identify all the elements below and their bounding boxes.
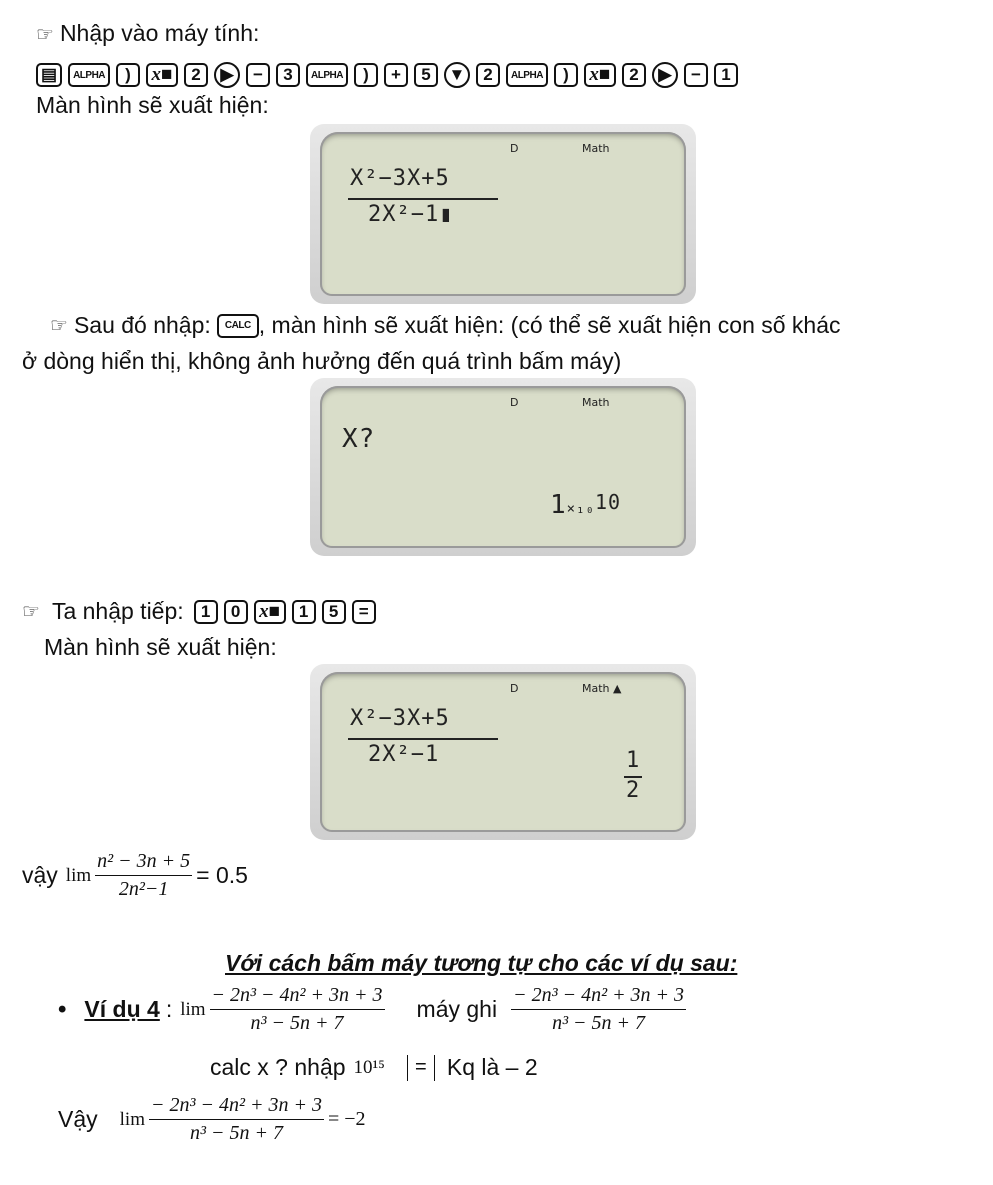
calc-key: ALPHA [306,63,348,87]
conclusion-4 [58,1094,366,1145]
lcd-display [320,386,686,548]
result-numerator: 1 [626,748,641,773]
calc-key: 2 [184,63,208,87]
lcd-denominator: 2X²−1 [368,742,440,767]
section-heading: Với cách bấm máy tương tự cho các ví dụ sau: [225,950,738,976]
example-colon: : [165,996,173,1022]
fraction-denominator: n³ − 5n + 7 [250,1012,344,1034]
calc-key: − [246,63,270,87]
calc-line [210,1054,538,1081]
conclusion-1 [22,850,248,901]
fraction-bar [348,198,498,200]
lcd-denominator: 2X²−1▮ [368,202,454,227]
calc-key: ALPHA [68,63,110,87]
calc-line-post: Kq là – 2 [446,1054,538,1080]
key-sequence-3 [194,600,376,624]
step1-line [36,20,259,47]
calc-key: ▶ [652,62,678,88]
lcd-numerator: X²−3X+5 [350,706,450,731]
calc-key: x■ [254,600,286,624]
fraction-numerator: n² − 3n + 5 [95,850,192,876]
lcd-display [320,132,686,296]
conclusion-result: = 0.5 [196,862,248,888]
calc-key: ) [116,63,140,87]
hand-pointing-icon: ☞ [50,315,68,337]
vay-label: Vậy [58,1106,98,1132]
machine-fraction [511,984,686,1035]
calculator-screen-1 [310,124,696,304]
fraction-denominator: 2n²−1 [118,878,169,900]
fraction-numerator: − 2n³ − 4n² + 3n + 3 [149,1094,324,1120]
screen-intro-3: Màn hình sẽ xuất hiện: [44,634,277,660]
fraction-denominator: n³ − 5n + 7 [552,1012,646,1034]
d-indicator: D [510,682,519,695]
calc-key: x■ [584,63,616,87]
math-indicator: Math ▲ [582,682,622,695]
calc-key: CALC [217,314,259,338]
hand-pointing-icon: ☞ [22,601,40,623]
fraction-numerator: − 2n³ − 4n² + 3n + 3 [210,984,385,1010]
step1-text: Nhập vào máy tính: [59,20,260,46]
step3-text: Ta nhập tiếp: [51,598,184,624]
calc-key: ▼ [444,62,470,88]
limit-fraction [210,984,385,1035]
value-times: ×₁₀ [566,501,595,517]
calc-key: 5 [322,600,346,624]
calc-key: 1 [292,600,316,624]
calc-key: 0 [224,600,248,624]
calc-key: − [684,63,708,87]
conclusion-prefix: vậy [22,862,58,888]
calc-key: ALPHA [506,63,548,87]
math-indicator: Math [582,396,610,409]
calc-key: + [384,63,408,87]
value-exp: 10 [594,490,622,514]
calc-key: 5 [414,63,438,87]
calc-key: ▶ [214,62,240,88]
machine-text: máy ghi [416,996,498,1022]
equals-key: = [407,1055,435,1081]
calc-key: 1 [714,63,738,87]
limit-fraction [95,850,192,901]
value-main: 1 [550,490,567,520]
limit-fraction [149,1094,324,1145]
fraction-numerator: − 2n³ − 4n² + 3n + 3 [511,984,686,1010]
d-indicator: D [510,396,519,409]
calc-key: ) [354,63,378,87]
lcd-value [550,490,621,520]
key-sequence-1 [36,60,738,90]
calc-key: = [352,600,376,624]
hand-pointing-icon: ☞ [36,24,54,46]
lim-label: lim [180,998,206,1020]
calculator-screen-3 [310,664,696,840]
conclusion-result: = −2 [327,1108,366,1130]
step2-line [50,312,841,339]
math-indicator: Math [582,142,610,155]
screen-intro-1: Màn hình sẽ xuất hiện: [36,92,269,118]
calc-line-pre: calc x ? nhập [210,1054,346,1080]
step2-text-before: Sau đó nhập: [73,312,211,338]
example-4-line [58,984,686,1035]
result-denominator: 2 [626,778,641,803]
d-indicator: D [510,142,519,155]
step3-line [22,598,376,625]
calculator-screen-2 [310,378,696,556]
calc-key: 1 [194,600,218,624]
calc-key: 2 [476,63,500,87]
calc-key: 3 [276,63,300,87]
lcd-numerator: X²−3X+5 [350,166,450,191]
lcd-prompt: X? [342,424,376,454]
step2-text-after: , màn hình sẽ xuất hiện: (có thể sẽ xuất hiện con số khác [258,312,841,338]
lim-label: lim [65,864,92,886]
calc-key: ▤ [36,63,62,87]
lim-label: lim [119,1108,145,1130]
fraction-bar [348,738,498,740]
bullet: • [58,995,67,1023]
fraction-denominator: n³ − 5n + 7 [189,1122,283,1144]
example-label: Ví dụ 4 [84,996,160,1022]
lcd-display [320,672,686,832]
calc-key: ) [554,63,578,87]
step2-line2: ở dòng hiển thị, không ảnh hưởng đến quá trình bấm máy) [22,348,622,374]
power-value: 10¹⁵ [353,1056,385,1078]
calc-key: 2 [622,63,646,87]
calc-key: x■ [146,63,178,87]
